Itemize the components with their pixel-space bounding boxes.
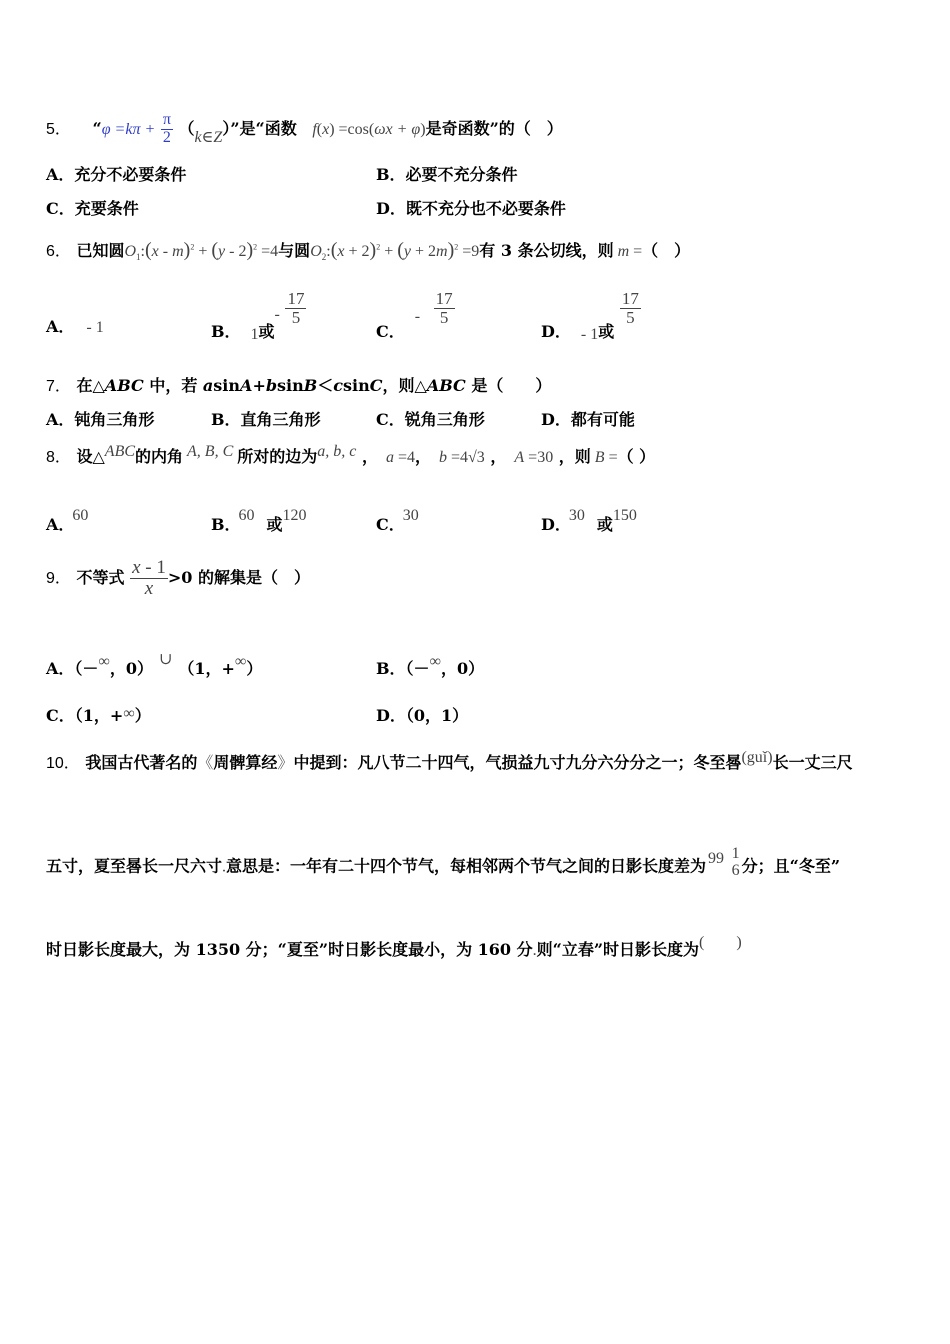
question-10-line-2: 五寸，夏至晷长一尺六寸.意思是：一年有二十四个节气，每相邻两个节气之间的日影长度差为 99 1 6 分；且“冬至” bbox=[46, 845, 841, 879]
option-a: A．充分不必要条件 bbox=[46, 165, 187, 184]
question-7: 7． 在△ABC 中，若 asinA+bsinB＜csinC，则△ABC 是（ ） bbox=[46, 376, 552, 395]
option-a: A．（－∞，0） ∪ （1，+∞） bbox=[46, 651, 263, 678]
option-c: C．- $\frac{17}{5}$ bbox=[376, 289, 453, 341]
option-a: A． - 1 bbox=[46, 317, 104, 336]
option-c: C．30 bbox=[376, 507, 419, 534]
option-d: D．30 或150 bbox=[541, 507, 637, 534]
question-9: 9． 不等式 $\frac{x - 1}{x}$ >0 的解集是（ ） bbox=[46, 557, 310, 599]
question-number: 8． bbox=[46, 449, 71, 466]
option-d: D．既不充分也不必要条件 bbox=[376, 199, 566, 218]
question-number: 6． bbox=[46, 243, 71, 260]
question-number: 9． bbox=[46, 569, 71, 587]
question-number: 7． bbox=[46, 378, 71, 395]
option-c: C．锐角三角形 bbox=[376, 410, 485, 429]
option-b: B．直角三角形 bbox=[211, 410, 321, 429]
option-d: D．（0，1） bbox=[376, 706, 469, 725]
question-8: 8． 设△ABC的内角 A, B, C 所对的边为a, b, c ， a =4， b =4√3 ， A =30 ，则 B =（ ） bbox=[46, 443, 656, 466]
question-6: 6． 已知圆$O_1:(x - m)^2 + (y - 2)^2 =4$与圆$O_2:(x + 2)^2 + (y + 2m)^2 =9$有 3 条公切线，则 m =（ ） bbox=[46, 239, 691, 263]
option-c: C．充要条件 bbox=[46, 199, 139, 218]
option-b: B．60 或120 bbox=[211, 507, 307, 534]
option-b: B．必要不充分条件 bbox=[376, 165, 518, 184]
option-a: A．钝角三角形 bbox=[46, 410, 155, 429]
option-d: D．都有可能 bbox=[541, 410, 635, 429]
option-a: A．60 bbox=[46, 507, 89, 534]
option-c: C．（1，+∞） bbox=[46, 705, 151, 725]
question-10-line-3: 时日影长度最大，为 1350 分；“夏至”时日影长度最小，为 160 分.则“立春”时日影长度为( ) bbox=[46, 934, 742, 959]
question-10-line-1: 10． 我国古代著名的《周髀算经》中提到：凡八节二十四气，气损益九寸九分六分分之一；冬至晷(guǐ)长一丈三尺 bbox=[46, 749, 853, 772]
option-b: B．（－∞，0） bbox=[376, 653, 485, 678]
question-number: 10． bbox=[46, 755, 80, 772]
option-b: B． 1或- $\frac{17}{5}$ bbox=[211, 289, 305, 343]
option-d: D． - 1或 $\frac{17}{5}$ bbox=[541, 289, 639, 343]
question-number: 5． bbox=[46, 120, 71, 138]
question-5: 5． “φ =kπ + $\frac{\pi}{2}$ （k∈Z）”是“函数 f(x) =cos(ωx + φ)是奇函数”的（ ） bbox=[46, 111, 563, 146]
